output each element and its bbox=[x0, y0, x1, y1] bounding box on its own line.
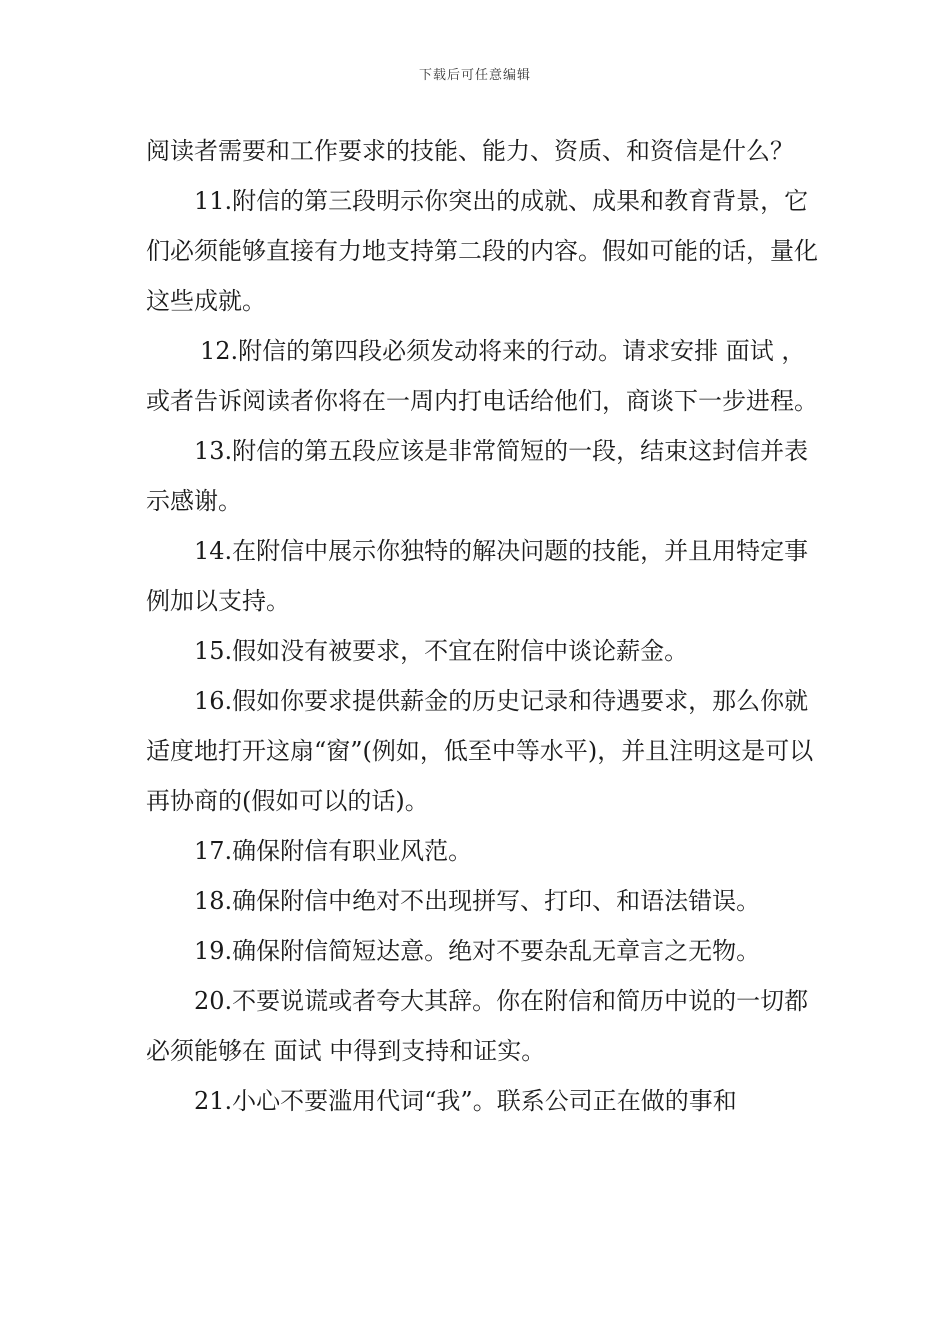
document-body bbox=[146, 126, 818, 1126]
paragraph-item-14: 14.在附信中展示你独特的解决问题的技能，并且用特定事例加以支持。 bbox=[146, 537, 809, 615]
paragraph-item-13: 13.附信的第五段应该是非常简短的一段，结束这封信并表示感谢。 bbox=[146, 437, 809, 515]
paragraph-item-12: 12.附信的第四段必须发动将来的行动。请求安排 面试 ，或者告诉阅读者你将在一周内打电话给他们，商谈下一步进程。 bbox=[146, 337, 818, 415]
paragraph-item-16: 16.假如你要求提供薪金的历史记录和待遇要求，那么你就适度地打开这扇“窗”(例如，低至中等水平)，并且注明这是可以再协商的(假如可以的话)。 bbox=[146, 687, 814, 815]
paragraph-item-11: 11.附信的第三段明示你突出的成就、成果和教育背景，它们必须能够直接有力地支持第二段的内容。假如可能的话，量化这些成就。 bbox=[146, 187, 818, 315]
paragraph-item-20: 20.不要说谎或者夸大其辞。你在附信和简历中说的一切都必须能够在 面试 中得到支持和证实。 bbox=[146, 987, 809, 1065]
paragraph-continued: 阅读者需要和工作要求的技能、能力、资质、和资信是什么？ bbox=[146, 137, 794, 165]
paragraph-item-21: 21.小心不要滥用代词“我”。联系公司正在做的事和 bbox=[194, 1087, 737, 1115]
paragraph-item-18: 18.确保附信中绝对不出现拼写、打印、和语法错误。 bbox=[194, 887, 761, 915]
paragraph-item-19: 19.确保附信简短达意。绝对不要杂乱无章言之无物。 bbox=[194, 937, 761, 965]
page-header: 下载后可任意编辑 bbox=[418, 68, 531, 83]
paragraph-item-17: 17.确保附信有职业风范。 bbox=[194, 837, 473, 865]
paragraph-item-15: 15.假如没有被要求，不宜在附信中谈论薪金。 bbox=[194, 637, 689, 665]
